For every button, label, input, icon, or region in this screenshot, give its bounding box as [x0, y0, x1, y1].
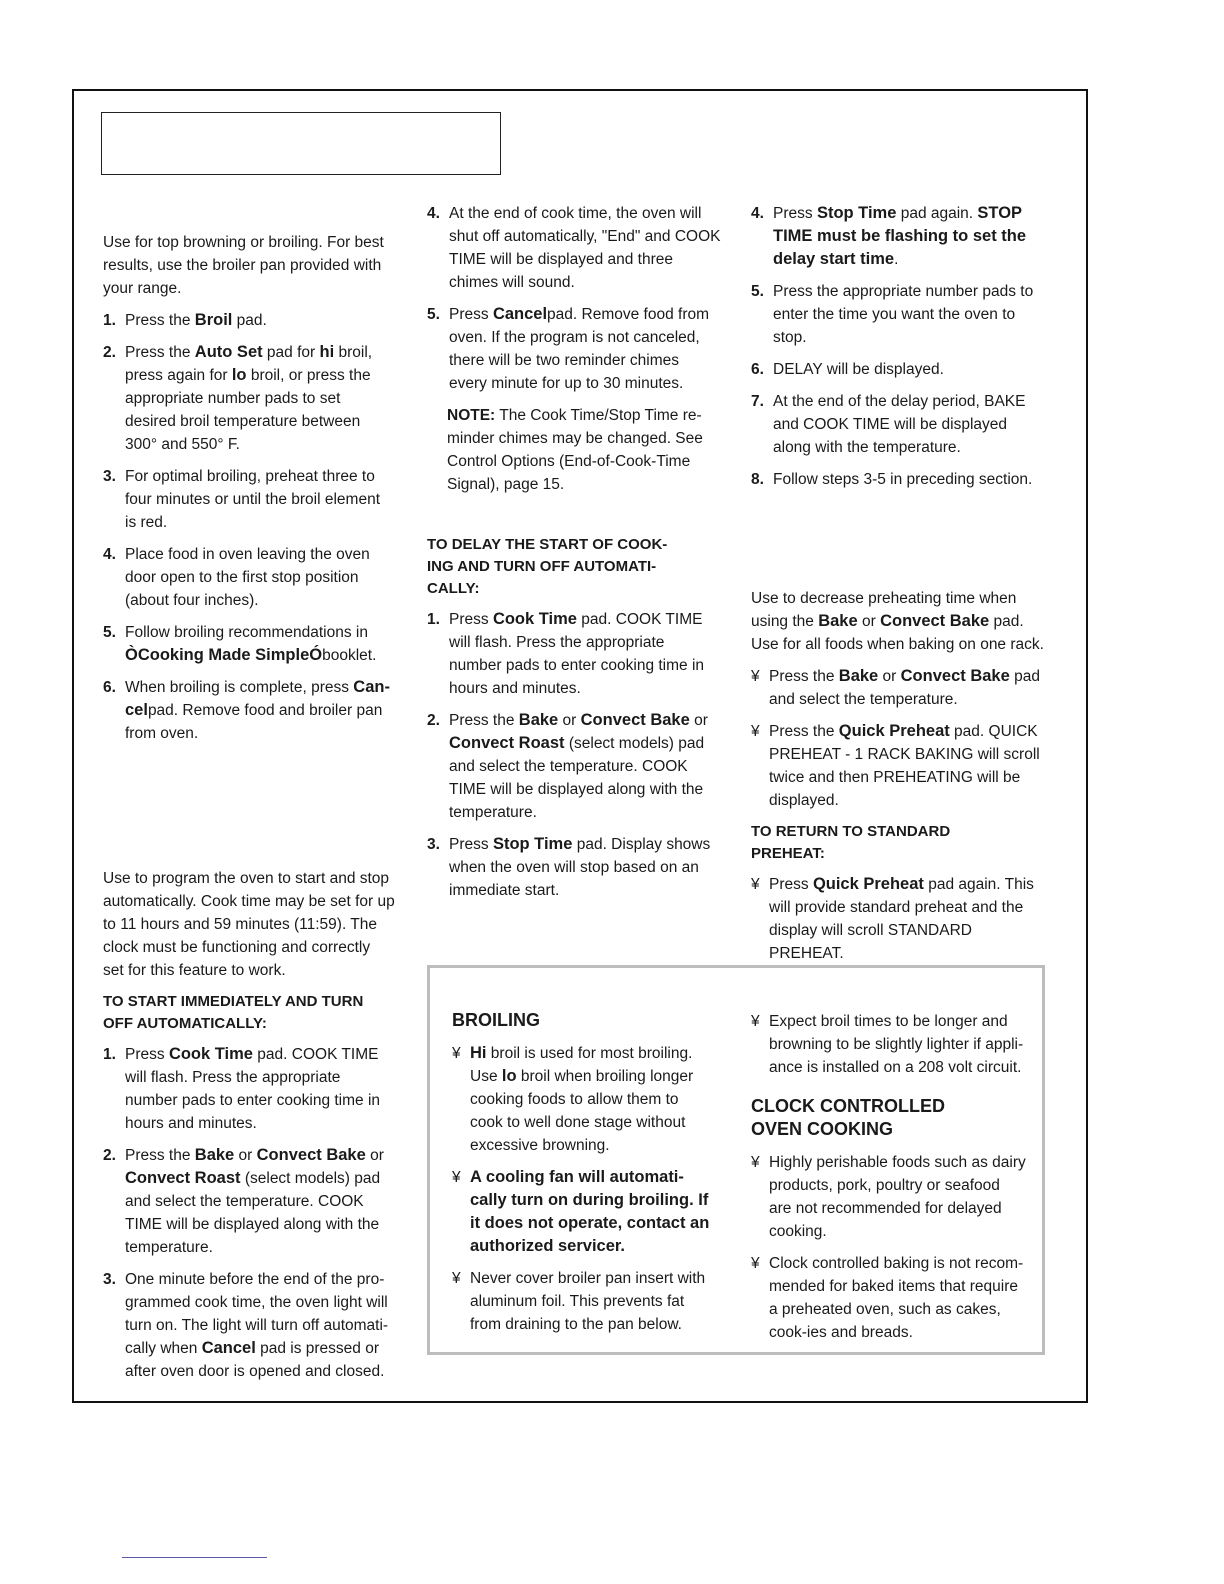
broil-step: 6. When broiling is complete, press Can-celpad. Remove food and broiler pan from oven.: [103, 678, 390, 742]
delay-step: 7. At the end of the delay period, BAKE and COOK TIME will be displayed along with the temperature.: [751, 393, 1026, 456]
tip-bullet: ¥ Never cover broiler pan insert with aluminum foil. This prevents fat from draining to the pan below.: [452, 1270, 706, 1333]
left-column-lower: [103, 867, 395, 1392]
delay-step: 4. Press Stop Time pad again. STOP TIME must be flashing to set the delay start time.: [751, 204, 1027, 268]
tip-bullet: ¥ Clock controlled baking is not recom-mended for baked items that require a preheated oven, such as cakes, cook-ies and breads.: [751, 1255, 1024, 1341]
broiling-heading: BROILING: [452, 1010, 540, 1030]
left-column: [103, 231, 395, 754]
cont-step: 5. Press Cancelpad. Remove food from oven. If the program is not canceled, there will be two reminder chimes every minute for up to 30 minutes.: [427, 305, 710, 392]
tips-right: [751, 1010, 1026, 1353]
delay-step: 5. Press the appropriate number pads to enter the time you want the oven to stop.: [751, 283, 1034, 346]
delay-step: 6. DELAY will be displayed.: [751, 361, 944, 378]
middle-column-lower: [427, 534, 721, 911]
broil-step: 5. Follow broiling recommendations in ÒCooking Made SimpleÓbooklet.: [103, 624, 377, 664]
start-step: 3. One minute before the end of the pro-grammed cook time, the oven light will turn on. The light will turn off automati-cally when Cancel pad is pressed or after oven door is opened and closed.: [103, 1271, 389, 1380]
qp-bullet: ¥ Press the Bake or Convect Bake pad and select the temperature.: [751, 667, 1040, 708]
broil-step: 2. Press the Auto Set pad for hi broil, press again for lo broil, or press the appropriate number pads to set desired broil temperature between 300° and 550° F.: [103, 343, 373, 453]
delay-step: 3. Press Stop Time pad. Display shows when the oven will stop based on an immediate start.: [427, 835, 711, 899]
broil-intro: Use for top browning or broiling. For best results, use the broiler pan provided with your range.: [103, 234, 384, 297]
start-step: 2. Press the Bake or Convect Bake or Convect Roast (select models) pad and select the temperature. COOK TIME will be displayed along with the temperature.: [103, 1146, 384, 1256]
footer-rule: [122, 1557, 267, 1558]
tip-bullet: ¥ Expect broil times to be longer and browning to be slightly lighter if appli-ance is installed on a 208 volt circuit.: [751, 1013, 1024, 1076]
return-bullet: ¥ Press Quick Preheat pad again. This will provide standard preheat and the display will scroll STANDARD PREHEAT.: [751, 875, 1034, 962]
cont-step: 4. At the end of cook time, the oven will shut off automatically, "End" and COOK TIME will be displayed and three chimes will sound.: [427, 205, 721, 291]
right-column-lower: [751, 587, 1046, 974]
tip-bullet: ¥ Hi broil is used for most broiling. Use lo broil when broiling longer cooking foods to allow them to cook to well done stage without excessive browning.: [452, 1044, 694, 1154]
broil-step: 4. Place food in oven leaving the oven door open to the first stop position (about four inches).: [103, 546, 370, 609]
quick-preheat-intro: Use to decrease preheating time when using the Bake or Convect Bake pad. Use for all foods when baking on one rack.: [751, 590, 1044, 653]
delay-step: 1. Press Cook Time pad. COOK TIME will flash. Press the appropriate number pads to enter cooking time in hours and minutes.: [427, 610, 705, 697]
return-heading: TO RETURN TO STANDARD PREHEAT:: [751, 823, 951, 862]
start-step: 1. Press Cook Time pad. COOK TIME will flash. Press the appropriate number pads to enter cooking time in hours and minutes.: [103, 1045, 381, 1132]
qp-bullet: ¥ Press the Quick Preheat pad. QUICK PREHEAT - 1 RACK BAKING will scroll twice and then PREHEATING will be displayed.: [751, 722, 1040, 809]
tips-left: [452, 1009, 714, 1345]
delay-step: 8. Follow steps 3-5 in preceding section.: [751, 471, 1033, 488]
tip-bullet: ¥ A cooling fan will automati-cally turn on during broiling. If it does not operate, contact an authorized servicer.: [452, 1168, 710, 1255]
delay-heading: TO DELAY THE START OF COOK-ING AND TURN OFF AUTOMATI-CALLY:: [427, 536, 668, 597]
middle-column: [427, 202, 721, 505]
timed-intro: Use to program the oven to start and stop automatically. Cook time may be set for up to 11 hours and 59 minutes (11:59). The clock must be functioning and correctly set for this feature to work.: [103, 870, 395, 979]
broil-step: 3. For optimal broiling, preheat three to four minutes or until the broil element is red.: [103, 468, 381, 531]
broil-step: 1. Press the Broil pad.: [103, 311, 267, 329]
start-heading: TO START IMMEDIATELY AND TURN OFF AUTOMATICALLY:: [103, 993, 364, 1032]
clock-heading: CLOCK CONTROLLED OVEN COOKING: [751, 1096, 945, 1139]
right-column: [751, 202, 1046, 500]
tip-bullet: ¥ Highly perishable foods such as dairy products, pork, poultry or seafood are not recommended for delayed cooking.: [751, 1154, 1026, 1240]
delay-step: 2. Press the Bake or Convect Bake or Convect Roast (select models) pad and select the temperature. COOK TIME will be displayed along with the temperature.: [427, 711, 708, 821]
section-title-box: [101, 112, 501, 175]
note: NOTE: The Cook Time/Stop Time re-minder chimes may be changed. See Control Options (End-of-Cook-Time Signal), page 15.: [447, 407, 703, 493]
